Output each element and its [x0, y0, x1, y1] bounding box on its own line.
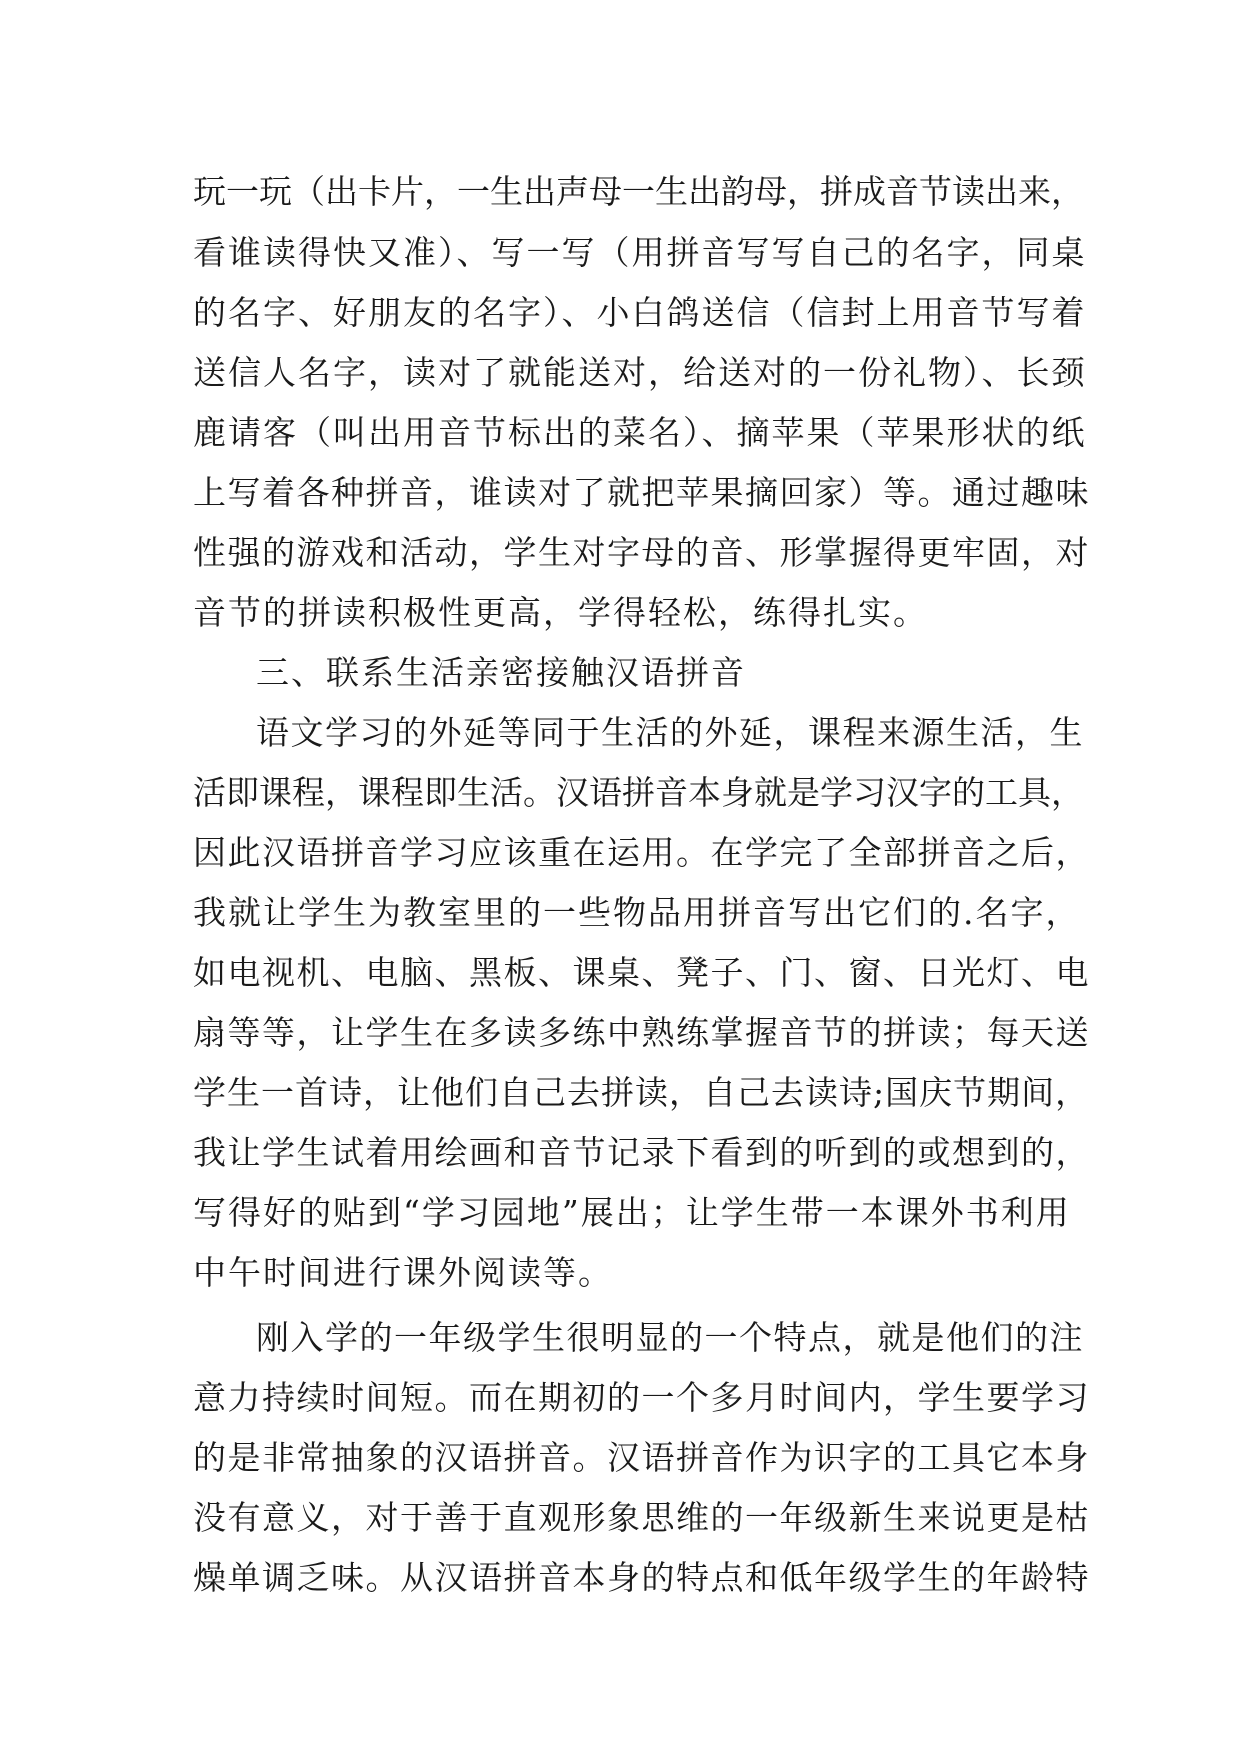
paragraph-line: 学生一首诗，让他们自己去拼读，自己去读诗;国庆节期间，	[193, 1073, 1090, 1112]
paragraph-line: 玩一玩（出卡片，一生出声母一生出韵母，拼成音节读出来，	[193, 172, 1084, 211]
paragraph-line: 我就让学生为教室里的一些物品用拼音写出它们的.名字，	[193, 893, 1081, 932]
paragraph-line: 写得好的贴到“学习园地”展出；让学生带一本课外书利用	[193, 1193, 1071, 1232]
paragraph-line: 上写着各种拼音，谁读对了就把苹果摘回家）等。通过趣味	[193, 473, 1090, 512]
paragraph-line: 因此汉语拼音学习应该重在运用。在学完了全部拼音之后，	[193, 833, 1090, 872]
paragraph-line: 燥单调乏味。从汉语拼音本身的特点和低年级学生的年龄特	[193, 1558, 1090, 1597]
paragraph-line: 的名字、好朋友的名字）、小白鸽送信（信封上用音节写着	[193, 293, 1087, 332]
paragraph-line: 看谁读得快又准）、写一写（用拼音写写自己的名字，同桌	[193, 233, 1087, 272]
paragraph-line: 语文学习的外延等同于生活的外延，课程来源生活，生	[256, 713, 1084, 752]
paragraph-line: 中午时间进行课外阅读等。	[193, 1253, 613, 1292]
paragraph-line: 鹿请客（叫出用音节标出的菜名）、摘苹果（苹果形状的纸	[193, 413, 1087, 452]
paragraph-line: 没有意义，对于善于直观形象思维的一年级新生来说更是枯	[193, 1498, 1090, 1537]
paragraph-line: 意力持续时间短。而在期初的一个多月时间内，学生要学习	[193, 1378, 1090, 1417]
paragraph-line: 性强的游戏和活动，学生对字母的音、形掌握得更牢固，对	[193, 533, 1090, 572]
paragraph-line: 活即课程，课程即生活。汉语拼音本身就是学习汉字的工具，	[193, 773, 1084, 812]
paragraph-line: 刚入学的一年级学生很明显的一个特点，就是他们的注	[256, 1318, 1084, 1357]
paragraph-line: 的是非常抽象的汉语拼音。汉语拼音作为识字的工具它本身	[193, 1438, 1090, 1477]
paragraph-line: 我让学生试着用绘画和音节记录下看到的听到的或想到的，	[193, 1133, 1090, 1172]
paragraph-line: 音节的拼读积极性更高，学得轻松，练得扎实。	[193, 593, 928, 632]
paragraph-line: 扇等等，让学生在多读多练中熟练掌握音节的拼读；每天送	[193, 1013, 1090, 1052]
paragraph-line: 如电视机、电脑、黑板、课桌、凳子、门、窗、日光灯、电	[193, 953, 1090, 992]
section-heading: 三、联系生活亲密接触汉语拼音	[256, 653, 746, 692]
paragraph-line: 送信人名字，读对了就能送对，给送对的一份礼物）、长颈	[193, 353, 1087, 392]
